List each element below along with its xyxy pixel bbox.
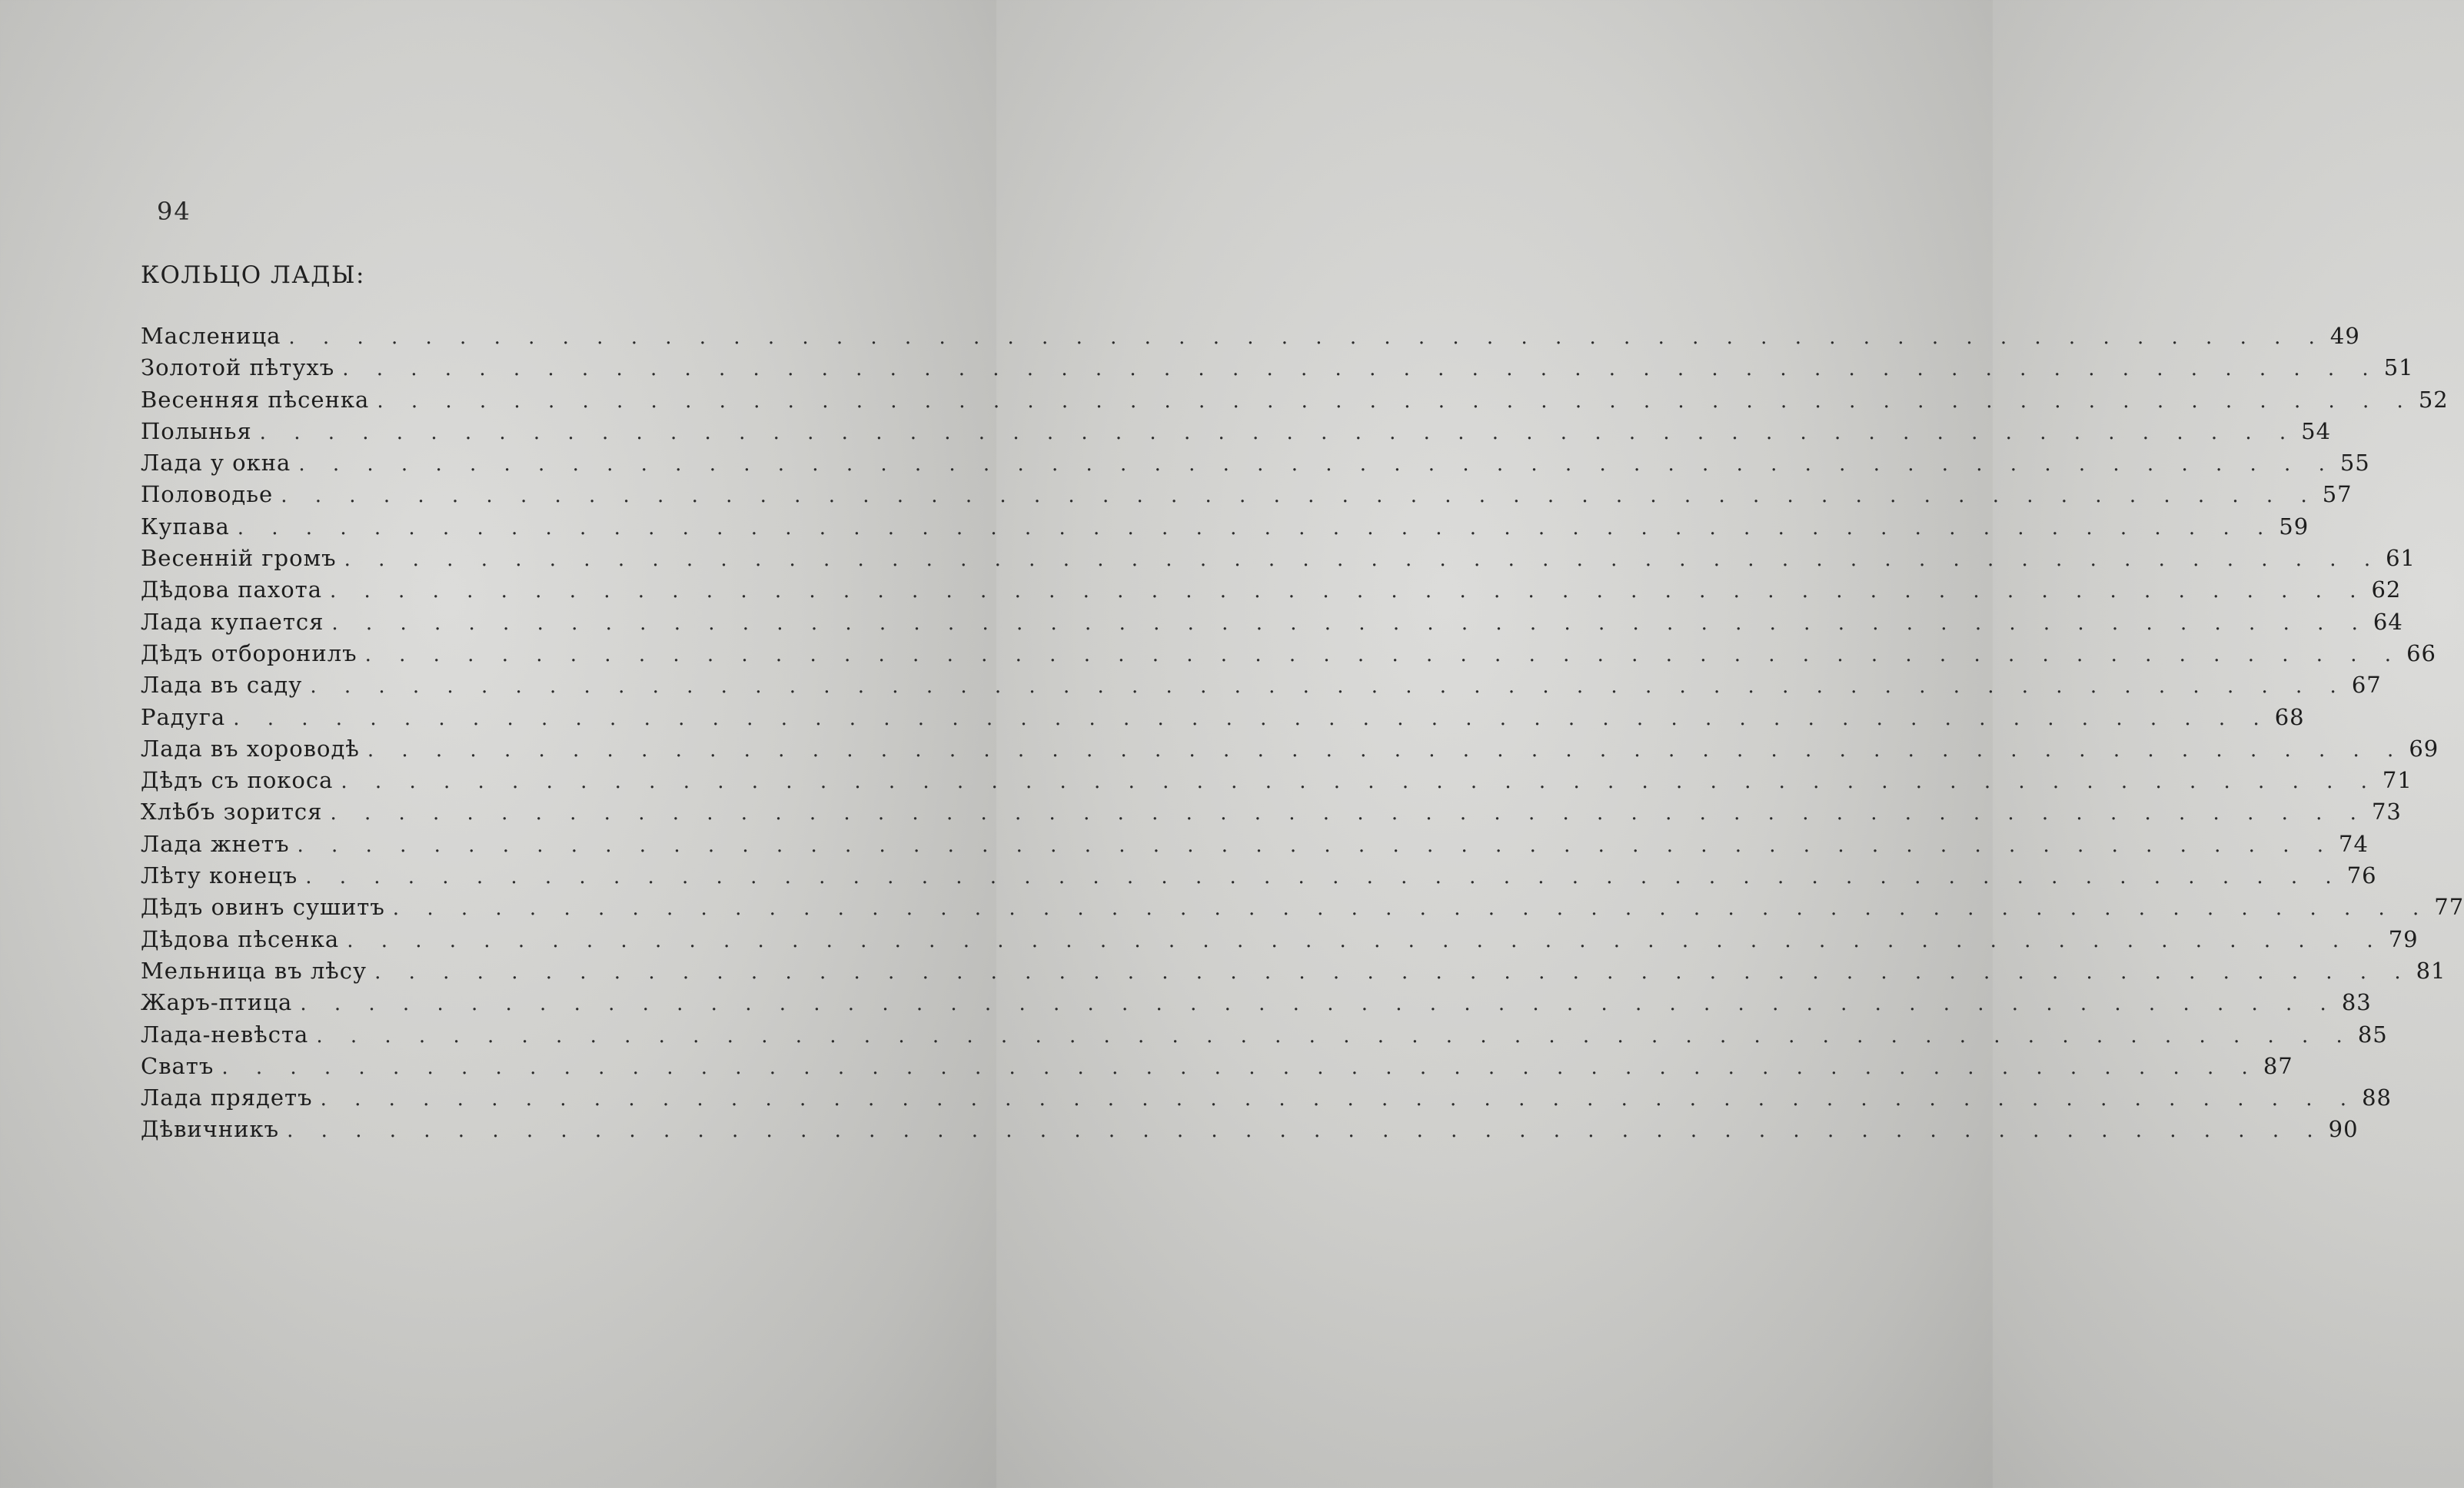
toc-entry-title: Лада жнетъ [141, 830, 290, 857]
toc-entry-title: Дѣдъ съ покоса [141, 767, 334, 794]
toc-entry [141, 323, 2360, 354]
toc-entry-title: Лада прядетъ [141, 1084, 313, 1111]
toc-entry-title: Дѣдова пахота [141, 576, 322, 603]
toc-entry-page: 59 [2279, 513, 2309, 540]
dot-leader: . . . . . . . . . . . . . . . . . . . . . . . . . . . . . . . . . . . . . . . . . . . . . . . . . . . . . . . . . . . . [310, 675, 2347, 699]
dot-leader: . . . . . . . . . . . . . . . . . . . . . . . . . . . . . . . . . . . . . . . . . . . . . . . . . . . . . . . . . . . . [316, 1024, 2353, 1048]
toc-entry [141, 925, 2419, 958]
toc-entry [141, 386, 2449, 418]
dot-leader: . . . . . . . . . . . . . . . . . . . . . . . . . . . . . . . . . . . . . . . . . . . . . . . . . . . . . . . . . . . . [287, 1119, 2324, 1143]
dot-leader: . . . . . . . . . . . . . . . . . . . . . . . . . . . . . . . . . . . . . . . . . . . . . . . . . . . . . . . . . . . . [344, 548, 2382, 572]
dot-leader: . . . . . . . . . . . . . . . . . . . . . . . . . . . . . . . . . . . . . . . . . . . . . . . . . . . . . . . . . . . . [342, 357, 2379, 381]
dot-leader: . . . . . . . . . . . . . . . . . . . . . . . . . . . . . . . . . . . . . . . . . . . . . . . . . . . . . . . . . . . . [298, 453, 2336, 477]
toc-entry-page: 54 [2301, 417, 2332, 444]
toc-entry-title: Мельница въ лѣсу [141, 957, 367, 984]
toc-entry-page: 81 [2416, 957, 2446, 984]
dot-leader: . . . . . . . . . . . . . . . . . . . . . . . . . . . . . . . . . . . . . . . . . . . . . . . . . . . . . . . . . . . . [392, 897, 2430, 921]
toc-entry-page: 87 [2263, 1052, 2293, 1079]
toc-entry-title: Весенняя пѣсенка [141, 386, 370, 413]
toc-entry [141, 894, 2464, 925]
dot-leader: . . . . . . . . . . . . . . . . . . . . . . . . . . . . . . . . . . . . . . . . . . . . . . . . . . . . . . . . . . . . [331, 611, 2369, 635]
toc-entry-title: Дѣдова пѣсенка [141, 925, 340, 952]
dot-leader: . . . . . . . . . . . . . . . . . . . . . . . . . . . . . . . . . . . . . . . . . . . . . . . . . . . . . . . . . . . . [300, 992, 2337, 1016]
toc-entry-title: Дѣдъ отборонилъ [141, 639, 357, 666]
toc-entry-page: 61 [2386, 545, 2416, 572]
toc-entry-title: Лада-невѣста [141, 1021, 309, 1048]
dot-leader: . . . . . . . . . . . . . . . . . . . . . . . . . . . . . . . . . . . . . . . . . . . . . . . . . . . . . . . . . . . . [367, 738, 2405, 762]
toc-entry-page: 64 [2373, 608, 2403, 635]
toc-entry-title: Купава [141, 513, 230, 540]
table-of-contents [141, 323, 2464, 1148]
toc-entry [141, 1084, 2392, 1116]
toc-entry-page: 57 [2322, 481, 2353, 508]
toc-entry-title: Лада купается [141, 608, 324, 635]
toc-entry [141, 830, 2369, 862]
toc-entry [141, 417, 2332, 450]
toc-entry-title: Лада въ хороводѣ [141, 735, 360, 762]
toc-entry-title: Радуга [141, 703, 226, 730]
dot-leader: . . . . . . . . . . . . . . . . . . . . . . . . . . . . . . . . . . . . . . . . . . . . . . . . . . . . . . . . . . . . [377, 389, 2414, 413]
toc-entry [141, 576, 2402, 608]
toc-entry-title: Хлѣбъ зорится [141, 799, 323, 825]
dot-leader: . . . . . . . . . . . . . . . . . . . . . . . . . . . . . . . . . . . . . . . . . . . . . . . . . . . . . . . . . . . . [281, 484, 2318, 508]
toc-entry [141, 1116, 2359, 1148]
toc-entry-page: 90 [2328, 1116, 2359, 1143]
toc-entry-title: Дѣдъ овинъ сушитъ [141, 894, 385, 921]
toc-entry [141, 608, 2403, 640]
toc-entry-page: 68 [2274, 703, 2305, 730]
dot-leader: . . . . . . . . . . . . . . . . . . . . . . . . . . . . . . . . . . . . . . . . . . . . . . . . . . . . . . . . . . . . [347, 928, 2384, 952]
dot-leader: . . . . . . . . . . . . . . . . . . . . . . . . . . . . . . . . . . . . . . . . . . . . . . . . . . . . . . . . . . . . [259, 420, 2297, 444]
page-number: 94 [157, 197, 191, 226]
toc-entry-page: 71 [2382, 767, 2412, 794]
dot-leader: . . . . . . . . . . . . . . . . . . . . . . . . . . . . . . . . . . . . . . . . . . . . . . . . . . . . . . . . . . . . [330, 802, 2367, 825]
dot-leader: . . . . . . . . . . . . . . . . . . . . . . . . . . . . . . . . . . . . . . . . . . . . . . . . . . . . . . . . . . . . [237, 516, 2275, 540]
toc-entry-page: 55 [2339, 450, 2370, 477]
toc-entry-page: 85 [2357, 1021, 2388, 1048]
toc-entry [141, 767, 2412, 799]
toc-entry-title: Половодье [141, 481, 274, 508]
dot-leader: . . . . . . . . . . . . . . . . . . . . . . . . . . . . . . . . . . . . . . . . . . . . . . . . . . . . . . . . . . . . [221, 1055, 2259, 1079]
dot-leader: . . . . . . . . . . . . . . . . . . . . . . . . . . . . . . . . . . . . . . . . . . . . . . . . . . . . . . . . . . . . [374, 960, 2412, 984]
dot-leader: . . . . . . . . . . . . . . . . . . . . . . . . . . . . . . . . . . . . . . . . . . . . . . . . . . . . . . . . . . . . [288, 326, 2326, 349]
toc-entry [141, 957, 2446, 989]
toc-entry [141, 1052, 2293, 1084]
dot-leader: . . . . . . . . . . . . . . . . . . . . . . . . . . . . . . . . . . . . . . . . . . . . . . . . . . . . . . . . . . . . [364, 643, 2402, 666]
dot-leader: . . . . . . . . . . . . . . . . . . . . . . . . . . . . . . . . . . . . . . . . . . . . . . . . . . . . . . . . . . . . [297, 833, 2335, 857]
dot-leader: . . . . . . . . . . . . . . . . . . . . . . . . . . . . . . . . . . . . . . . . . . . . . . . . . . . . . . . . . . . . [305, 865, 2343, 889]
dot-leader: . . . . . . . . . . . . . . . . . . . . . . . . . . . . . . . . . . . . . . . . . . . . . . . . . . . . . . . . . . . . [233, 706, 2270, 730]
toc-entry [141, 989, 2372, 1021]
toc-entry-page: 52 [2418, 386, 2449, 413]
toc-entry-page: 76 [2346, 862, 2377, 889]
toc-entry-page: 83 [2341, 989, 2372, 1016]
toc-entry [141, 735, 2439, 767]
toc-entry-page: 79 [2388, 925, 2419, 952]
toc-entry [141, 862, 2377, 894]
toc-entry [141, 799, 2402, 830]
toc-entry-title: Сватъ [141, 1052, 214, 1079]
dot-leader: . . . . . . . . . . . . . . . . . . . . . . . . . . . . . . . . . . . . . . . . . . . . . . . . . . . . . . . . . . . . [320, 1088, 2358, 1111]
toc-entry-title: Масленица [141, 323, 281, 349]
toc-entry-page: 66 [2406, 639, 2436, 666]
toc-entry-title: Дѣвичникъ [141, 1116, 280, 1143]
toc-entry-title: Золотой пѣтухъ [141, 354, 335, 381]
toc-entry [141, 481, 2353, 513]
toc-entry-page: 69 [2409, 735, 2439, 762]
toc-entry-page: 62 [2371, 576, 2402, 603]
toc-entry [141, 672, 2382, 703]
toc-entry [141, 639, 2436, 672]
toc-entry-page: 67 [2351, 672, 2382, 699]
section-title: КОЛЬЦО ЛАДЫ: [141, 261, 365, 289]
toc-entry [141, 513, 2309, 545]
toc-entry [141, 545, 2416, 576]
toc-entry-title: Полынья [141, 417, 252, 444]
toc-entry [141, 1021, 2388, 1053]
toc-entry-page: 74 [2339, 830, 2369, 857]
toc-entry [141, 354, 2414, 386]
toc-entry [141, 450, 2370, 481]
toc-entry [141, 703, 2305, 736]
toc-entry-title: Лада у окна [141, 450, 291, 477]
toc-entry-title: Весенній громъ [141, 545, 337, 572]
toc-entry-page: 88 [2362, 1084, 2392, 1111]
toc-entry-page: 49 [2329, 323, 2360, 349]
dot-leader: . . . . . . . . . . . . . . . . . . . . . . . . . . . . . . . . . . . . . . . . . . . . . . . . . . . . . . . . . . . . [341, 770, 2378, 794]
dot-leader: . . . . . . . . . . . . . . . . . . . . . . . . . . . . . . . . . . . . . . . . . . . . . . . . . . . . . . . . . . . . [329, 580, 2367, 603]
toc-entry-title: Лада въ саду [141, 672, 303, 699]
toc-entry-page: 73 [2371, 799, 2402, 825]
toc-entry-page: 51 [2383, 354, 2414, 381]
toc-entry-title: Лѣту конецъ [141, 862, 298, 889]
toc-entry-title: Жаръ-птица [141, 989, 293, 1016]
toc-entry-page: 77 [2434, 894, 2464, 921]
